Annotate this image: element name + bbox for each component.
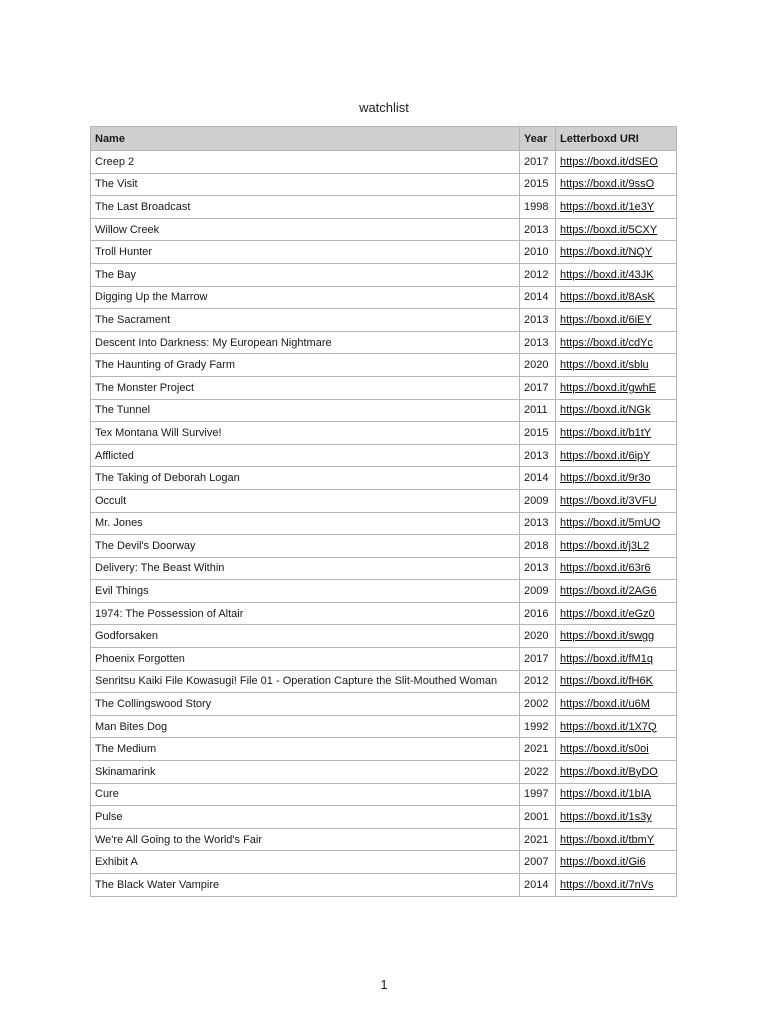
cell-year: 2013 [520,309,556,332]
cell-name: We're All Going to the World's Fair [91,828,520,851]
cell-name: Exhibit A [91,851,520,874]
cell-name: The Bay [91,263,520,286]
cell-year: 2014 [520,874,556,897]
cell-name: Man Bites Dog [91,715,520,738]
cell-letterboxd-link[interactable]: https://boxd.it/sblu [556,354,677,377]
cell-letterboxd-link[interactable]: https://boxd.it/j3L2 [556,535,677,558]
cell-letterboxd-link[interactable]: https://boxd.it/1e3Y [556,196,677,219]
cell-letterboxd-link[interactable]: https://boxd.it/Gi6 [556,851,677,874]
cell-letterboxd-link[interactable]: https://boxd.it/swgg [556,625,677,648]
table-row [91,874,677,897]
cell-letterboxd-link[interactable]: https://boxd.it/5mUO [556,512,677,535]
cell-name: Descent Into Darkness: My European Nightmare [91,331,520,354]
cell-name: Willow Creek [91,218,520,241]
cell-name: Occult [91,489,520,512]
cell-year: 2020 [520,625,556,648]
cell-year: 2002 [520,693,556,716]
table-row [91,331,677,354]
table-row [91,286,677,309]
table-row [91,806,677,829]
table-row [91,557,677,580]
cell-year: 2009 [520,580,556,603]
table-row [91,467,677,490]
cell-year: 2011 [520,399,556,422]
cell-year: 1992 [520,715,556,738]
table-row [91,693,677,716]
cell-letterboxd-link[interactable]: https://boxd.it/6ipY [556,444,677,467]
cell-name: The Monster Project [91,376,520,399]
cell-letterboxd-link[interactable]: https://boxd.it/s0oi [556,738,677,761]
table-row [91,715,677,738]
cell-letterboxd-link[interactable]: https://boxd.it/eGz0 [556,602,677,625]
cell-name: Delivery: The Beast Within [91,557,520,580]
cell-year: 2013 [520,557,556,580]
page-number: 1 [380,977,388,992]
cell-name: The Collingswood Story [91,693,520,716]
cell-year: 2017 [520,376,556,399]
cell-letterboxd-link[interactable]: https://boxd.it/9ssO [556,173,677,196]
cell-name: The Visit [91,173,520,196]
cell-letterboxd-link[interactable]: https://boxd.it/fH6K [556,670,677,693]
table-row [91,738,677,761]
table-row [91,625,677,648]
table-row [91,489,677,512]
cell-year: 1997 [520,783,556,806]
cell-letterboxd-link[interactable]: https://boxd.it/1X7Q [556,715,677,738]
cell-letterboxd-link[interactable]: https://boxd.it/2AG6 [556,580,677,603]
cell-year: 2022 [520,761,556,784]
cell-letterboxd-link[interactable]: https://boxd.it/3VFU [556,489,677,512]
table-row [91,241,677,264]
table-row [91,670,677,693]
cell-year: 2014 [520,286,556,309]
cell-letterboxd-link[interactable]: https://boxd.it/8AsK [556,286,677,309]
cell-year: 2009 [520,489,556,512]
cell-letterboxd-link[interactable]: https://boxd.it/5CXY [556,218,677,241]
table-body [91,151,677,897]
cell-name: 1974: The Possession of Altair [91,602,520,625]
cell-name: The Last Broadcast [91,196,520,219]
table-row [91,196,677,219]
column-header-uri: Letterboxd URI [556,127,677,151]
cell-year: 2016 [520,602,556,625]
cell-name: Afflicted [91,444,520,467]
cell-year: 2017 [520,151,556,174]
cell-name: The Sacrament [91,309,520,332]
table-row [91,151,677,174]
cell-year: 2020 [520,354,556,377]
cell-letterboxd-link[interactable]: https://boxd.it/dSEO [556,151,677,174]
cell-year: 2012 [520,263,556,286]
cell-name: Phoenix Forgotten [91,648,520,671]
table-row [91,218,677,241]
cell-name: The Devil's Doorway [91,535,520,558]
table-row [91,354,677,377]
cell-name: The Haunting of Grady Farm [91,354,520,377]
table-row [91,580,677,603]
table-row [91,828,677,851]
table-row [91,851,677,874]
cell-year: 2013 [520,444,556,467]
cell-name: Cure [91,783,520,806]
cell-letterboxd-link[interactable]: https://boxd.it/6iEY [556,309,677,332]
table-row [91,444,677,467]
cell-year: 2021 [520,738,556,761]
column-header-name: Name [91,127,520,151]
table-row [91,422,677,445]
table-row [91,535,677,558]
cell-name: The Medium [91,738,520,761]
cell-letterboxd-link[interactable]: https://boxd.it/9r3o [556,467,677,490]
cell-name: Digging Up the Marrow [91,286,520,309]
table-row [91,399,677,422]
cell-year: 1998 [520,196,556,219]
cell-year: 2017 [520,648,556,671]
cell-letterboxd-link[interactable]: https://boxd.it/1bIA [556,783,677,806]
cell-letterboxd-link[interactable]: https://boxd.it/b1tY [556,422,677,445]
cell-year: 2012 [520,670,556,693]
cell-letterboxd-link[interactable]: https://boxd.it/NGk [556,399,677,422]
cell-letterboxd-link[interactable]: https://boxd.it/cdYc [556,331,677,354]
table-header-row [91,127,677,151]
cell-name: Mr. Jones [91,512,520,535]
cell-name: Tex Montana Will Survive! [91,422,520,445]
cell-letterboxd-link[interactable]: https://boxd.it/fM1q [556,648,677,671]
cell-year: 2013 [520,331,556,354]
cell-name: The Black Water Vampire [91,874,520,897]
cell-letterboxd-link[interactable]: https://boxd.it/43JK [556,263,677,286]
table-row [91,376,677,399]
cell-year: 2015 [520,422,556,445]
column-header-year: Year [520,127,556,151]
cell-name: Pulse [91,806,520,829]
table-row [91,173,677,196]
cell-letterboxd-link[interactable]: https://boxd.it/1s3y [556,806,677,829]
cell-year: 2015 [520,173,556,196]
cell-name: Troll Hunter [91,241,520,264]
cell-year: 2014 [520,467,556,490]
cell-name: The Tunnel [91,399,520,422]
cell-letterboxd-link[interactable]: https://boxd.it/gwhE [556,376,677,399]
cell-name: Skinamarink [91,761,520,784]
cell-year: 2013 [520,218,556,241]
cell-letterboxd-link[interactable]: https://boxd.it/u6M [556,693,677,716]
cell-year: 2013 [520,512,556,535]
cell-letterboxd-link[interactable]: https://boxd.it/ByDO [556,761,677,784]
cell-year: 2021 [520,828,556,851]
cell-year: 2001 [520,806,556,829]
table-row [91,761,677,784]
table-row [91,783,677,806]
cell-letterboxd-link[interactable]: https://boxd.it/63r6 [556,557,677,580]
cell-name: Evil Things [91,580,520,603]
cell-year: 2007 [520,851,556,874]
cell-name: Creep 2 [91,151,520,174]
table-row [91,263,677,286]
cell-name: Godforsaken [91,625,520,648]
cell-letterboxd-link[interactable]: https://boxd.it/NQY [556,241,677,264]
table-row [91,602,677,625]
cell-year: 2010 [520,241,556,264]
page-title: watchlist [359,100,409,115]
table-row [91,309,677,332]
table-row [91,512,677,535]
cell-letterboxd-link[interactable]: https://boxd.it/tbmY [556,828,677,851]
table-row [91,648,677,671]
cell-name: The Taking of Deborah Logan [91,467,520,490]
cell-year: 2018 [520,535,556,558]
cell-letterboxd-link[interactable]: https://boxd.it/7nVs [556,874,677,897]
cell-name: Senritsu Kaiki File Kowasugi! File 01 - Operation Capture the Slit-Mouthed Woman [91,670,520,693]
watchlist-table [90,126,677,897]
